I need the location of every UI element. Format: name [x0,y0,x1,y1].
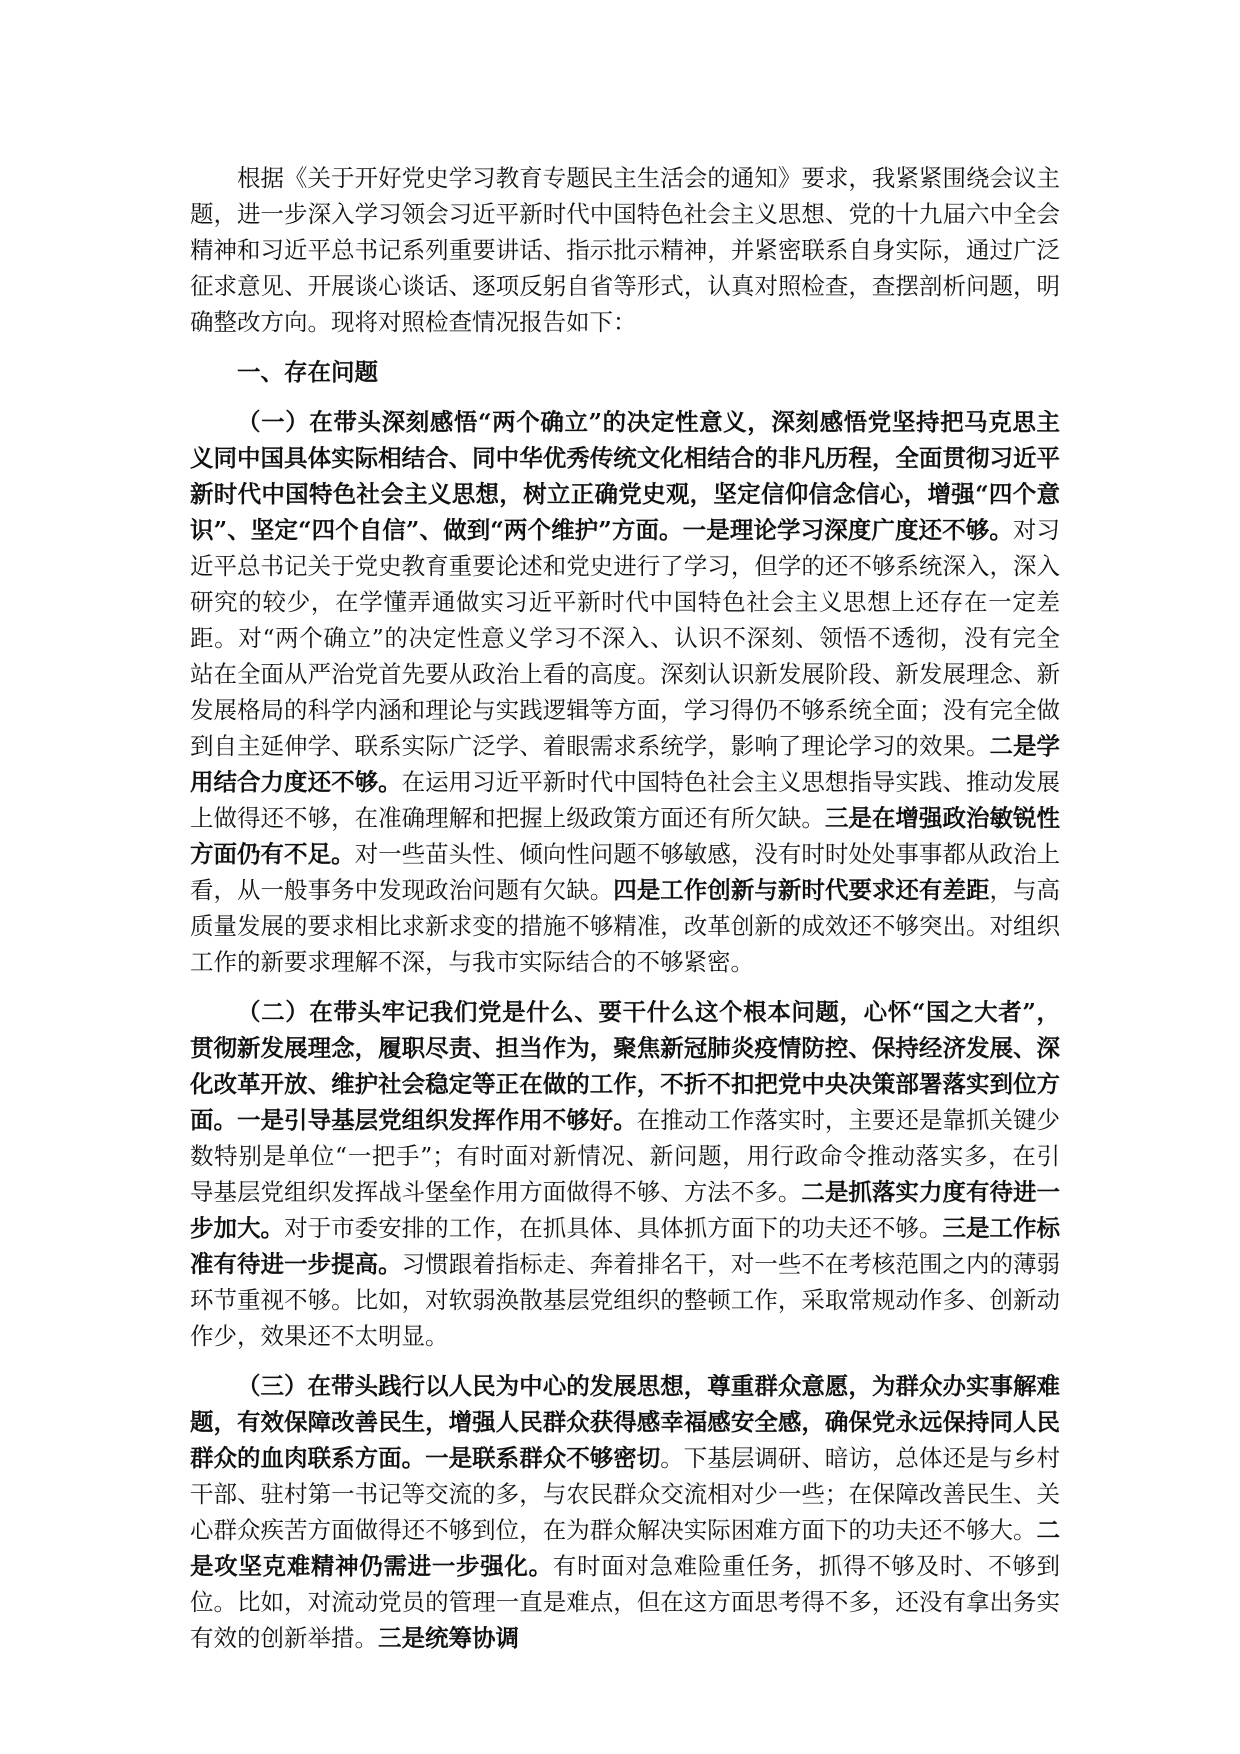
section-2-paragraph [190,994,1060,1354]
section-3-point-1-label: 一是联系群众不够密切 [425,1444,661,1472]
section-1-paragraph [190,404,1060,980]
section-3-point-2-text: 有时面对急难险重任务，抓得不够及时、不够到位。比如，对流动党员的管理一直是难点，但在这方面思考得不多，还没有拿出务实有效的创新举措。 [190,1552,1061,1652]
section-2-point-1-label: 一是引导基层党组织发挥作用不够好。 [237,1106,637,1134]
section-3-title: （三）在带头践行以人民为中心的发展思想，尊重群众意愿，为群众办实事解难题，有效保障改善民生，增强人民群众获得感幸福感安全感，确保党永远保持同人民群众的血肉联系方面。 [190,1372,1060,1472]
section-2-point-2-label: 二是抓落实力度有待进一步加大。 [190,1178,1061,1242]
section-1-point-3-label: 三是在增强政治敏锐性方面仍有不足。 [190,804,1060,868]
section-2-point-3-text: 习惯跟着指标走、奔着排名干，对一些不在考核范围之内的薄弱环节重视不够。比如，对软弱涣散基层党组织的整顿工作，采取常规动作多、创新动作少，效果还不太明显。 [190,1250,1060,1350]
section-1-title: （一）在带头深刻感悟“两个确立”的决定性意义，深刻感悟党坚持把马克思主义同中国具体实际相结合、同中华优秀传统文化相结合的非凡历程，全面贯彻习近平新时代中国特色社会主义思想，树立正确党史观，坚定信仰信念信心，增强“四个意识”、坚定“四个自信”、做到“两个维护”方面。 [190,408,1060,544]
intro-text: 根据《关于开好党史学习教育专题民主生活会的通知》要求，我紧紧围绕会议主题，进一步深入学习领会习近平新时代中国特色社会主义思想、党的十九届六中全会精神和习近平总书记系列重要讲话、指示批示精神，并紧密联系自身实际，通过广泛征求意见、开展谈心谈话、逐项反躬自省等形式，认真对照检查，查摆剖析问题，明确整改方向。现将对照检查情况报告如下： [190,164,1060,336]
section-1-point-4-label: 四是工作创新与新时代要求还有差距 [613,876,990,904]
section-1-point-1-label: 一是理论学习深度广度还不够。 [682,516,1013,544]
section-1-point-2-label: 二是学用结合力度还不够。 [190,732,1061,796]
section-3-paragraph [190,1368,1060,1656]
section-1-point-4-text: ，与高质量发展的要求相比求新求变的措施不够精准，改革创新的成效还不够突出。对组织工作的新要求理解不深，与我市实际结合的不够紧密。 [190,876,1061,976]
section-1-point-3-text: 对一些苗头性、倾向性问题不够敏感，没有时时处处事事都从政治上看，从一般事务中发现政治问题有欠缺。 [190,840,1061,904]
section-heading [190,354,1060,390]
section-1-point-1-text: 对习近平总书记关于党史教育重要论述和党史进行了学习，但学的还不够系统深入，深入研究的较少，在学懂弄通做实习近平新时代中国特色社会主义思想上还存在一定差距。对“两个确立”的决定性意义学习不深入、认识不深刻、领悟不透彻，没有完全站在全面从严治党首先要从政治上看的高度。深刻认识新发展阶段、新发展理念、新发展格局的科学内涵和理论与实践逻辑等方面，学习得仍不够系统全面；没有完全做到自主延伸学、联系实际广泛学、着眼需求系统学，影响了理论学习的效果。 [190,516,1061,760]
document-body [190,160,1060,1670]
section-3-point-2-label: 二是攻坚克难精神仍需进一步强化。 [190,1516,1060,1580]
section-2-point-2-text: 对于市委安排的工作，在抓具体、具体抓方面下的功夫还不够。 [284,1214,943,1242]
section-1-point-2-text: 在运用习近平新时代中国特色社会主义思想指导实践、推动发展上做得还不够，在准确理解和把握上级政策方面还有所欠缺。 [190,768,1060,832]
intro-paragraph [190,160,1060,340]
section-2-title: （二）在带头牢记我们党是什么、要干什么这个根本问题，心怀“国之大者”，贯彻新发展理念，履职尽责、担当作为，聚焦新冠肺炎疫情防控、保持经济发展、深化改革开放、维护社会稳定等正在做的工作，不折不扣把党中央决策部署落实到位方面。 [190,998,1060,1134]
heading-text: 一、存在问题 [237,358,378,386]
section-3-point-3-label: 三是统筹协调 [378,1624,519,1652]
section-2-point-1-text: 在推动工作落实时，主要还是靠抓关键少数特别是单位“一把手”；有时面对新情况、新问题，用行政命令推动落实多，在引导基层党组织发挥战斗堡垒作用方面做得不够、方法不多。 [190,1106,1061,1206]
section-2-point-3-label: 三是工作标准有待进一步提高。 [190,1214,1061,1278]
section-3-point-1-text: 。下基层调研、暗访，总体还是与乡村干部、驻村第一书记等交流的多，与农民群众交流相对少一些；在保障改善民生、关心群众疾苦方面做得还不够到位，在为群众解决实际困难方面下的功夫还不够大。 [190,1444,1061,1544]
